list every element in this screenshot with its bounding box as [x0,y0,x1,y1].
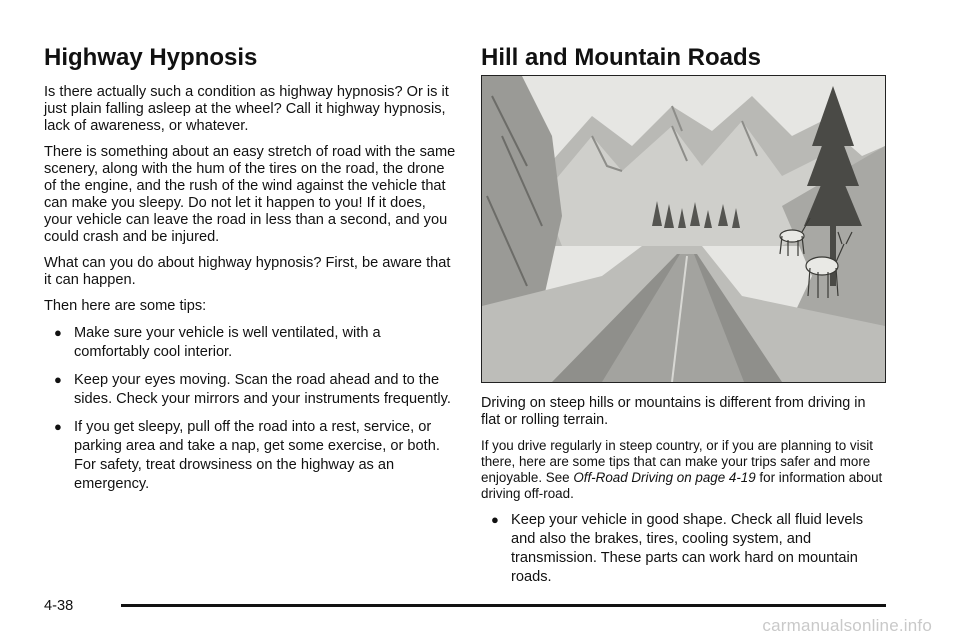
paragraph-text: If you drive regularly in steep country, or if you are planning to visit there, here are some tips that can make your trips safer and more enjoyable. See [481,438,873,485]
footer-rule [121,604,886,607]
bullet-icon: ● [491,512,499,527]
list-item [481,511,886,587]
paragraph: Is there actually such a condition as highway hypnosis? Or is it just plain falling asleep at the wheel? Call it highway hypnosis, lack of awareness, or whatever. [44,84,449,134]
section-title-hill-mountain-roads: Hill and Mountain Roads [481,44,761,71]
watermark: carmanualsonline.info [762,616,932,635]
list-item [44,371,456,409]
list-item-text: Keep your eyes moving. Scan the road ahead and to the sides. Check your mirrors and your instruments frequently. [74,372,451,407]
tips-list [44,324,456,494]
paragraph [481,438,886,502]
paragraph: There is something about an easy stretch of road with the same scenery, along with the hum of the tires on the road, the drone of the engine, and the rush of the wind against the vehicle that can make you sleepy. Do not let it happen to you! If it does, your vehicle can leave the road in less than a second, and you could crash and be injured. [44,144,456,245]
right-body [481,395,886,596]
cross-reference-link[interactable]: Off-Road Driving on page 4-19 [573,470,756,485]
section-title-highway-hypnosis: Highway Hypnosis [44,44,258,71]
paragraph: Driving on steep hills or mountains is different from driving in flat or rolling terrain. [481,395,866,428]
list-item-text: Keep your vehicle in good shape. Check all fluid levels and also the brakes, tires, cooling system, and transmission. These parts can work hard on mountain roads. [511,512,864,585]
bullet-icon: ● [54,372,62,387]
mountain-road-illustration [481,75,886,383]
bullet-icon: ● [54,325,62,340]
bullet-icon: ● [54,419,62,434]
paragraph: What can you do about highway hypnosis? First, be aware that it can happen. [44,255,451,288]
mountain-tips-list [481,511,886,587]
list-item [44,418,456,494]
paragraph: Then here are some tips: [44,298,207,314]
list-item-text: Make sure your vehicle is well ventilated, with a comfortably cool interior. [74,325,381,360]
left-body [44,84,456,503]
list-item [44,324,456,362]
list-item-text: If you get sleepy, pull off the road into a rest, service, or parking area and take a nap, get some exercise, or both. For safety, treat drowsiness on the highway as an emergency. [74,419,440,492]
page-number: 4-38 [44,598,74,614]
paragraph-text: for information about driving off-road. [481,470,883,501]
